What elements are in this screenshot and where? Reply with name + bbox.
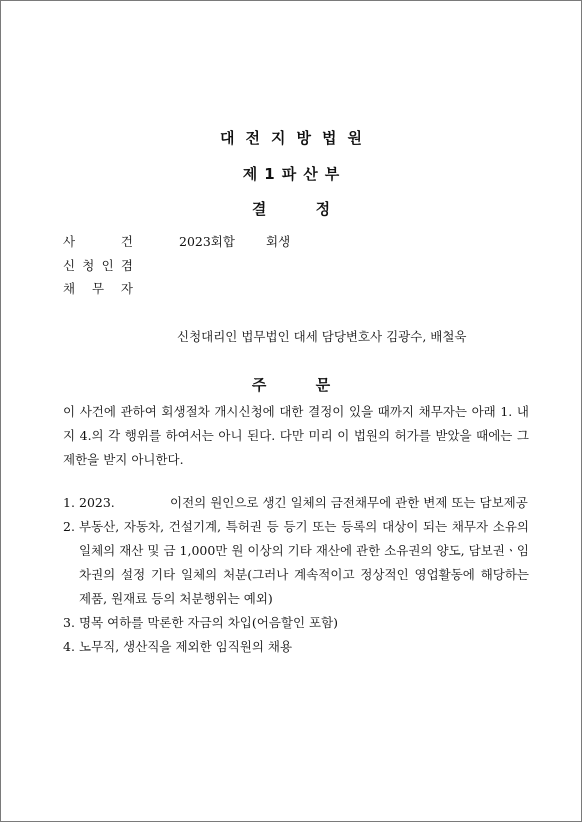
order-intro: 이 사건에 관하여 회생절차 개시신청에 대한 결정이 있을 때까지 채무자는 아래 1. 내지 4.의 각 행위를 하여서는 아니 된다. 다만 미리 이 법원의 허가를 받았을 때에는 그 제한을 받지 아니한다. [63, 404, 529, 467]
item-text: 이전의 원인으로 생긴 일체의 금전채무에 관한 변제 또는 담보제공 [170, 495, 528, 510]
case-type: 회생 [266, 234, 291, 249]
list-item [63, 491, 529, 515]
applicant-agent: 신청대리인 법무법인 대세 담당변호사 김광수, 배철욱 [177, 329, 467, 344]
item-text: 명목 여하를 막론한 자금의 차입(어음할인 포함) [79, 615, 339, 630]
case-number: 2023회합 [179, 234, 235, 249]
list-item [63, 515, 529, 611]
case-label: 사 건 [63, 234, 133, 249]
item-text: 노무직, 생산직을 제외한 임직원의 채용 [79, 639, 293, 654]
order-heading: 주 문 [251, 376, 331, 394]
item-year: 2023. [79, 495, 115, 510]
item-number: 2. [63, 519, 75, 534]
division-name: 제1파산부 [242, 165, 347, 183]
document-type: 결 정 [251, 200, 331, 218]
applicant-label: 신 청 인 겸 [63, 258, 133, 273]
list-item [63, 611, 529, 635]
order-items [63, 491, 529, 659]
item-number: 3. [63, 615, 75, 630]
item-text: 부동산, 자동차, 건설기계, 특허권 등 등기 또는 등록의 대상이 되는 채무자 소유의 일체의 재산 및 금 1,000만 원 이상의 기타 재산에 관한 소유권의 양도, 담보권ㆍ임차권의 설정 기타 일체의 처분(그러나 계속적이고 정상적인 영업활동에 해당하는 제품, 원재료 등의 처분행위는 예외) [79, 519, 529, 606]
debtor-label: 채 무 자 [63, 281, 133, 296]
court-name: 대전지방법원 [220, 129, 373, 147]
item-number: 4. [63, 639, 75, 654]
list-item [63, 635, 529, 659]
item-number: 1. [63, 495, 75, 510]
